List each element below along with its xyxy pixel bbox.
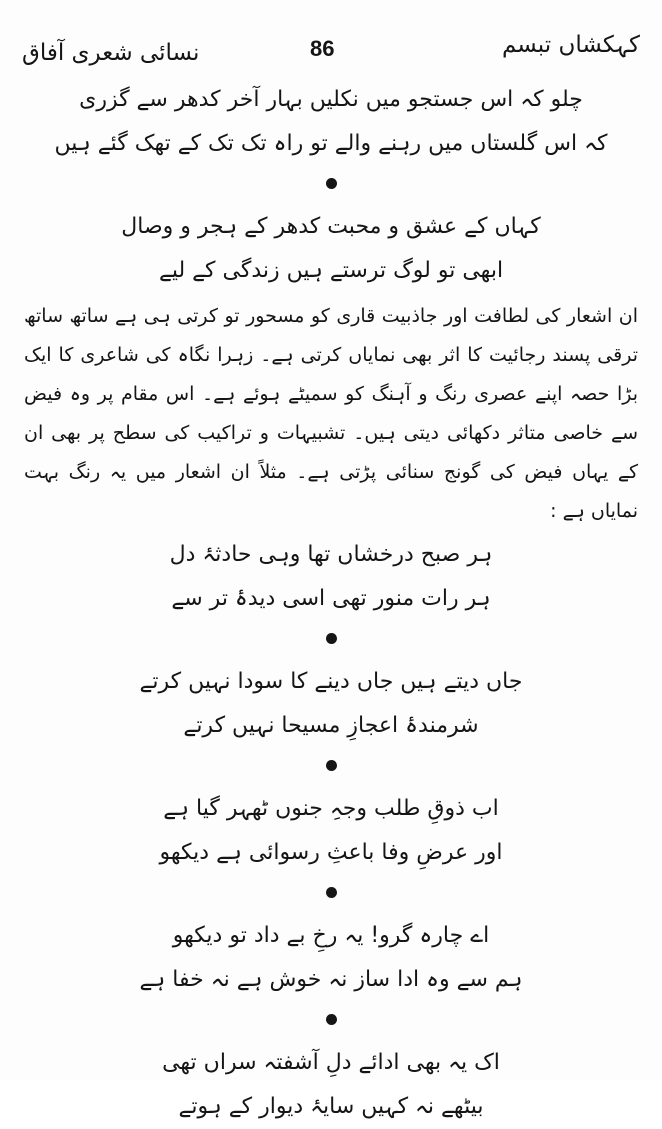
couplet-5-line-1: اب ذوقِ طلب وجہِ جنوں ٹھہر گیا ہے xyxy=(163,796,499,821)
couplet-3-line-1: ہر صبح درخشاں تھا وہی حادثۂ دل xyxy=(169,542,493,567)
couplet-2-line-1: کہاں کے عشق و محبت کدھر کے ہجر و وصال xyxy=(121,214,541,239)
couplet-2-line-2: ابھی تو لوگ ترستے ہیں زندگی کے لیے xyxy=(158,258,504,283)
paragraph-text: ان اشعار کی لطافت اور جاذبیت قاری کو مسحور تو کرتی ہی ہے ساتھ ساتھ ترقی پسند رجائیت کا اثر بھی نمایاں کرتی ہے۔ زہرا نگاہ کی شاعری کا ایک بڑا حصہ اپنے عصری رنگ و آہنگ کو سمیٹے ہوئے ہے۔ اس مقام پر وہ فیض سے خاصی متاثر دکھائی دیتی ہیں۔ تشبیہات و تراکیب کی سطح پر بھی ان کے یہاں فیض کی گونج سنائی پڑتی ہے۔ مثلاً ان اشعار میں یہ رنگ بہت نمایاں ہے : xyxy=(24,305,638,522)
couplet-6-line-2: ہم سے وہ ادا ساز نہ خوش ہے نہ خفا ہے xyxy=(139,967,523,992)
page-content xyxy=(24,78,638,1129)
verse-separator-dot xyxy=(326,178,337,189)
verse-separator-dot xyxy=(326,887,337,898)
couplet-1-line-1: چلو کہ اس جستجو میں نکلیں بہار آخر کدھر سے گزری xyxy=(79,87,583,112)
book-title: کہکشاں تبسم xyxy=(501,32,640,58)
verse-separator-dot xyxy=(326,633,337,644)
page-header xyxy=(22,32,640,72)
couplet-4-line-1: جاں دیتے ہیں جاں دینے کا سودا نہیں کرتے xyxy=(139,669,523,694)
couplet-6-line-1: اے چارہ گرو! یہ رخِ بے داد تو دیکھو xyxy=(172,923,490,948)
couplet-3-line-2: ہر رات منور تھی اسی دیدۂ تر سے xyxy=(171,586,491,611)
couplet-5-line-2: اور عرضِ وفا باعثِ رسوائی ہے دیکھو xyxy=(159,840,503,865)
couplet-7-line-2: بیٹھے نہ کہیں سایۂ دیوار کے ہوتے xyxy=(178,1094,484,1119)
chapter-title: نسائی شعری آفاق xyxy=(22,40,200,66)
commentary-paragraph xyxy=(24,297,638,531)
couplet-1-line-2: کہ اس گلستاں میں رہنے والے تو راہ تک تک کے تھک گئے ہیں xyxy=(54,131,608,156)
page-number: 86 xyxy=(310,36,335,61)
verse-separator-dot xyxy=(326,1014,337,1025)
couplet-4-line-2: شرمندۂ اعجازِ مسیحا نہیں کرتے xyxy=(183,713,479,738)
couplet-7-line-1: اک یہ بھی ادائے دلِ آشفتہ سراں تھی xyxy=(162,1050,500,1075)
verse-separator-dot xyxy=(326,760,337,771)
